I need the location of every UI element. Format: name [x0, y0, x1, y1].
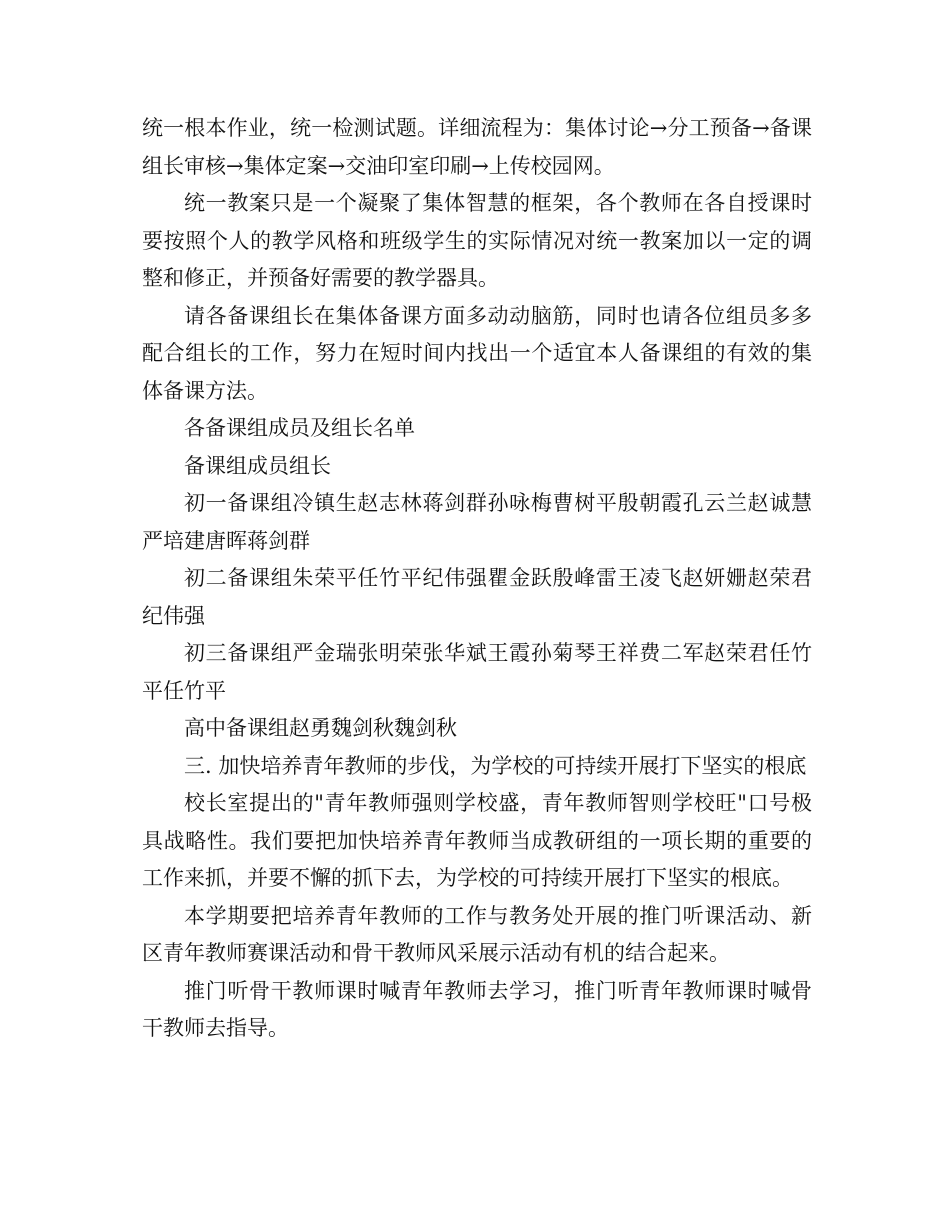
paragraph-3: 请各备课组长在集体备课方面多动动脑筋，同时也请各位组员多多配合组长的工作，努力在短时间内找出一个适宜本人备课组的有效的集体备课方法。 [142, 303, 812, 403]
paragraph-4-list-heading: 各备课组成员及组长名单 [184, 416, 415, 440]
paragraph-12: 本学期要把培养青年教师的工作与教务处开展的推门听课活动、新区青年教师赛课活动和骨干教师风采展示活动有机的结合起来。 [142, 903, 812, 965]
paragraph-8-grade3-group: 初三备课组严金瑞张明荣张华斌王霞孙菊琴王祥费二军赵荣君任竹平任竹平 [142, 641, 812, 703]
paragraph-11: 校长室提出的"青年教师强则学校盛，青年教师智则学校旺"口号极具战略性。我们要把加快培养青年教师当成教研组的一项长期的重要的工作来抓，并要不懈的抓下去，为学校的可持续开展打下坚实的根底。 [142, 791, 812, 890]
paragraph-7-grade2-group: 初二备课组朱荣平任竹平纪伟强瞿金跃殷峰雷王凌飞赵妍姗赵荣君纪伟强 [142, 566, 812, 628]
paragraph-6-grade1-group: 初一备课组冷镇生赵志林蒋剑群孙咏梅曹树平殷朝霞孔云兰赵诚慧严培建唐晖蒋剑群 [142, 491, 812, 553]
paragraph-13: 推门听骨干教师课时喊青年教师去学习，推门听青年教师课时喊骨干教师去指导。 [142, 978, 812, 1040]
paragraph-5-table-header: 备课组成员组长 [184, 453, 331, 478]
section-heading-3: 三. 加快培养青年教师的步伐，为学校的可持续开展打下坚实的根底 [184, 753, 807, 778]
paragraph-9-highschool-group: 高中备课组赵勇魏剑秋魏剑秋 [184, 716, 457, 740]
paragraph-2: 统一教案只是一个凝聚了集体智慧的框架，各个教师在各自授课时要按照个人的教学风格和班级学生的实际情况对统一教案加以一定的调整和修正，并预备好需要的教学器具。 [142, 191, 812, 290]
document-body [142, 110, 812, 1048]
paragraph-1: 统一根本作业，统一检测试题。详细流程为：集体讨论→分工预备→备课组长审核→集体定案→交油印室印刷→上传校园网。 [142, 116, 812, 178]
